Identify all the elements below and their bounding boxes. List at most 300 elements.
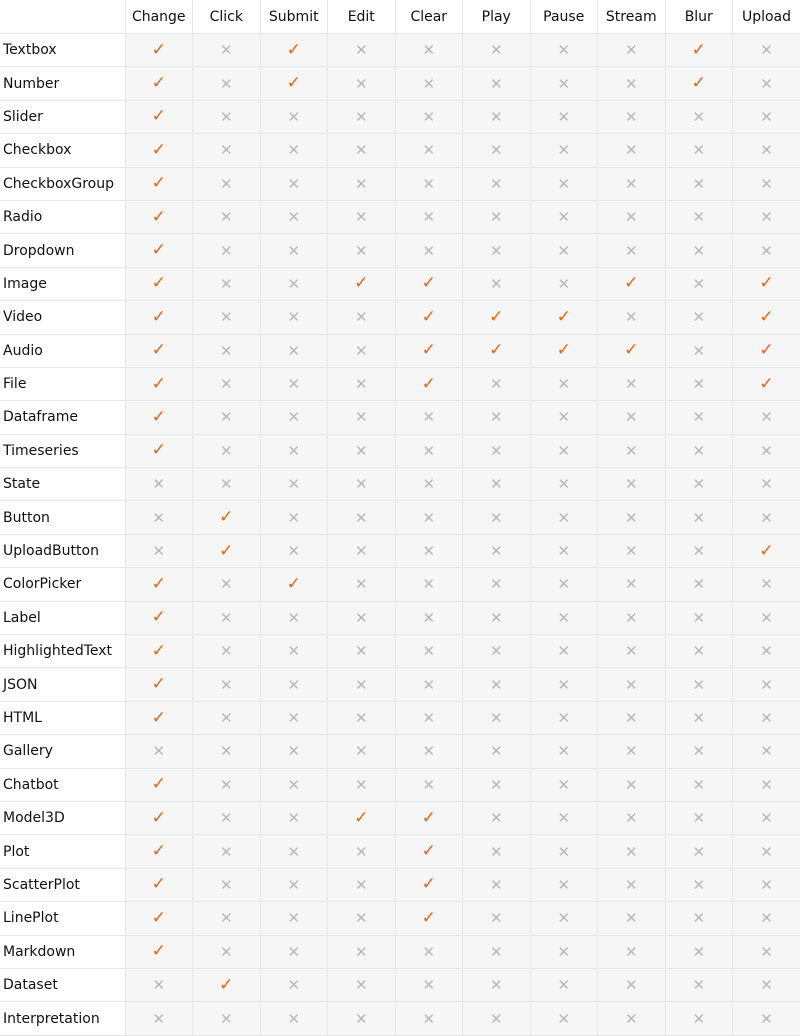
column-header-change: Change	[125, 0, 193, 34]
table-cell	[125, 635, 193, 668]
table-cell	[193, 100, 261, 133]
table-cell	[665, 768, 733, 801]
table-cell	[665, 267, 733, 300]
check-icon: ✓	[219, 540, 234, 561]
cross-icon: ✕	[692, 107, 706, 126]
cross-icon: ✕	[692, 875, 706, 894]
cross-icon: ✕	[287, 341, 301, 360]
row-label-lineplot: LinePlot	[0, 902, 125, 935]
table-cell	[530, 468, 598, 501]
table-row	[0, 468, 800, 501]
column-header-submit: Submit	[260, 0, 328, 34]
table-cell	[125, 200, 193, 233]
table-cell	[463, 534, 531, 567]
table-cell	[395, 367, 463, 400]
check-icon: ✓	[151, 406, 166, 427]
table-cell	[733, 468, 800, 501]
table-cell	[193, 968, 261, 1001]
table-cell	[125, 701, 193, 734]
table-cell	[598, 367, 666, 400]
cross-icon: ✕	[354, 308, 368, 327]
cross-icon: ✕	[760, 141, 773, 160]
table-cell	[328, 935, 396, 968]
cross-icon: ✕	[219, 575, 233, 594]
cross-icon: ✕	[489, 508, 503, 527]
check-icon: ✓	[151, 807, 166, 828]
table-cell	[193, 701, 261, 734]
table-cell	[260, 501, 328, 534]
table-cell	[193, 801, 261, 834]
table-cell	[395, 501, 463, 534]
table-cell	[125, 34, 193, 67]
table-cell	[463, 601, 531, 634]
table-cell	[328, 267, 396, 300]
table-cell	[665, 935, 733, 968]
cross-icon: ✕	[287, 274, 301, 293]
table-cell	[260, 200, 328, 233]
table-cell	[125, 968, 193, 1001]
table-cell	[328, 67, 396, 100]
table-cell	[733, 868, 800, 901]
cross-icon: ✕	[219, 608, 233, 627]
table-cell	[395, 835, 463, 868]
cross-icon: ✕	[354, 241, 368, 260]
table-cell	[125, 868, 193, 901]
cross-icon: ✕	[760, 909, 773, 928]
cross-icon: ✕	[760, 709, 773, 727]
table-cell	[125, 167, 193, 200]
cross-icon: ✕	[557, 1009, 571, 1028]
row-label-timeseries: Timeseries	[0, 434, 125, 467]
table-cell	[328, 167, 396, 200]
table-row	[0, 67, 800, 100]
table-cell	[395, 468, 463, 501]
cross-icon: ✕	[422, 174, 436, 193]
cross-icon: ✕	[287, 842, 301, 861]
table-cell	[125, 234, 193, 267]
column-header-blur: Blur	[665, 0, 733, 34]
table-cell	[665, 568, 733, 601]
check-icon: ✓	[624, 273, 639, 294]
table-cell	[193, 367, 261, 400]
check-icon: ✓	[624, 340, 639, 361]
cross-icon: ✕	[489, 742, 503, 761]
cross-icon: ✕	[692, 241, 706, 260]
check-icon: ✓	[151, 340, 166, 361]
cross-icon: ✕	[692, 542, 706, 561]
cross-icon: ✕	[692, 909, 706, 928]
cross-icon: ✕	[692, 408, 706, 427]
table-cell	[665, 67, 733, 100]
table-cell	[260, 668, 328, 701]
cross-icon: ✕	[624, 842, 638, 861]
table-cell	[260, 835, 328, 868]
table-cell	[733, 534, 800, 567]
table-body	[0, 34, 800, 1036]
table-cell	[193, 635, 261, 668]
row-label-json: JSON	[0, 668, 125, 701]
check-icon: ✓	[151, 607, 166, 628]
cross-icon: ✕	[692, 675, 706, 694]
cross-icon: ✕	[152, 542, 166, 561]
table-cell	[395, 635, 463, 668]
cross-icon: ✕	[354, 508, 368, 527]
table-cell	[260, 902, 328, 935]
table-cell	[530, 968, 598, 1001]
row-label-number: Number	[0, 67, 125, 100]
table-row	[0, 367, 800, 400]
table-row	[0, 34, 800, 67]
cross-icon: ✕	[219, 909, 233, 928]
cross-icon: ✕	[219, 308, 233, 327]
table-cell	[463, 367, 531, 400]
cross-icon: ✕	[287, 174, 301, 193]
table-cell	[328, 868, 396, 901]
cross-icon: ✕	[692, 1009, 706, 1028]
cross-icon: ✕	[287, 742, 301, 761]
table-cell	[395, 134, 463, 167]
table-cell	[260, 968, 328, 1001]
cross-icon: ✕	[489, 375, 503, 394]
table-cell	[665, 468, 733, 501]
row-label-textbox: Textbox	[0, 34, 125, 67]
table-cell	[395, 935, 463, 968]
table-cell	[733, 568, 800, 601]
table-cell	[260, 768, 328, 801]
cross-icon: ✕	[219, 809, 233, 828]
table-cell	[733, 635, 800, 668]
cross-icon: ✕	[692, 976, 706, 995]
table-row	[0, 134, 800, 167]
cross-icon: ✕	[489, 976, 503, 995]
row-label-radio: Radio	[0, 200, 125, 233]
cross-icon: ✕	[354, 208, 368, 227]
cross-icon: ✕	[422, 942, 436, 961]
cross-icon: ✕	[760, 875, 773, 894]
table-cell	[463, 501, 531, 534]
cross-icon: ✕	[287, 942, 301, 961]
cross-icon: ✕	[354, 608, 368, 627]
cross-icon: ✕	[219, 775, 233, 794]
cross-icon: ✕	[624, 107, 638, 126]
table-cell	[125, 568, 193, 601]
table-cell	[328, 200, 396, 233]
table-cell	[260, 301, 328, 334]
check-icon: ✓	[286, 39, 301, 60]
check-icon: ✓	[556, 340, 571, 361]
cross-icon: ✕	[692, 575, 706, 594]
table-cell	[328, 601, 396, 634]
cross-icon: ✕	[760, 642, 773, 661]
cross-icon: ✕	[287, 475, 301, 494]
table-cell	[530, 835, 598, 868]
check-icon: ✓	[151, 640, 166, 661]
cross-icon: ✕	[760, 41, 773, 60]
cross-icon: ✕	[489, 809, 503, 828]
table-cell	[530, 67, 598, 100]
table-row	[0, 601, 800, 634]
table-cell	[665, 835, 733, 868]
cross-icon: ✕	[624, 742, 638, 761]
cross-icon: ✕	[760, 107, 773, 126]
table-cell	[193, 234, 261, 267]
cross-icon: ✕	[557, 608, 571, 627]
check-icon: ✓	[151, 907, 166, 928]
cross-icon: ✕	[354, 107, 368, 126]
table-cell	[395, 34, 463, 67]
cross-icon: ✕	[287, 241, 301, 260]
cross-icon: ✕	[557, 709, 571, 727]
table-cell	[125, 434, 193, 467]
row-label-dropdown: Dropdown	[0, 234, 125, 267]
table-cell	[125, 768, 193, 801]
table-cell	[125, 935, 193, 968]
table-cell	[598, 67, 666, 100]
cross-icon: ✕	[692, 775, 706, 794]
table-cell	[125, 902, 193, 935]
table-cell	[260, 267, 328, 300]
row-label-video: Video	[0, 301, 125, 334]
cross-icon: ✕	[219, 274, 233, 293]
table-cell	[395, 100, 463, 133]
table-cell	[260, 735, 328, 768]
table-cell	[665, 735, 733, 768]
check-icon: ✓	[151, 73, 166, 94]
row-label-markdown: Markdown	[0, 935, 125, 968]
table-cell	[665, 968, 733, 1001]
table-cell	[733, 401, 800, 434]
cross-icon: ✕	[354, 976, 368, 995]
cross-icon: ✕	[354, 408, 368, 427]
table-cell	[395, 67, 463, 100]
table-cell	[260, 935, 328, 968]
row-label-checkboxgroup: CheckboxGroup	[0, 167, 125, 200]
table-cell	[463, 301, 531, 334]
table-cell	[733, 267, 800, 300]
table-cell	[733, 501, 800, 534]
cross-icon: ✕	[219, 742, 233, 761]
cross-icon: ✕	[287, 809, 301, 828]
table-row	[0, 801, 800, 834]
cross-icon: ✕	[287, 542, 301, 561]
cross-icon: ✕	[624, 608, 638, 627]
cross-icon: ✕	[624, 241, 638, 260]
column-header-click: Click	[193, 0, 261, 34]
cross-icon: ✕	[489, 942, 503, 961]
table-cell	[125, 100, 193, 133]
table-cell	[193, 334, 261, 367]
cross-icon: ✕	[692, 274, 706, 293]
cross-icon: ✕	[152, 1009, 166, 1028]
table-cell	[260, 367, 328, 400]
cross-icon: ✕	[760, 942, 773, 961]
cross-icon: ✕	[219, 942, 233, 961]
cross-icon: ✕	[219, 341, 233, 360]
table-cell	[463, 167, 531, 200]
table-cell	[665, 401, 733, 434]
table-cell	[193, 501, 261, 534]
cross-icon: ✕	[489, 174, 503, 193]
cross-icon: ✕	[287, 141, 301, 160]
table-cell	[530, 234, 598, 267]
table-cell	[125, 134, 193, 167]
cross-icon: ✕	[760, 74, 773, 93]
cross-icon: ✕	[489, 208, 503, 227]
table-cell	[598, 200, 666, 233]
table-cell	[395, 968, 463, 1001]
cross-icon: ✕	[219, 241, 233, 260]
cross-icon: ✕	[557, 174, 571, 193]
table-cell	[193, 568, 261, 601]
cross-icon: ✕	[354, 909, 368, 928]
table-cell	[733, 902, 800, 935]
table-cell	[260, 100, 328, 133]
cross-icon: ✕	[422, 208, 436, 227]
cross-icon: ✕	[219, 1009, 233, 1028]
table-cell	[193, 735, 261, 768]
table-cell	[733, 67, 800, 100]
table-cell	[463, 468, 531, 501]
check-icon: ✓	[421, 874, 436, 895]
cross-icon: ✕	[354, 875, 368, 894]
header-row	[0, 0, 800, 34]
column-header-edit: Edit	[328, 0, 396, 34]
cross-icon: ✕	[422, 542, 436, 561]
check-icon: ✓	[354, 273, 369, 294]
row-label-checkbox: Checkbox	[0, 134, 125, 167]
table-cell	[328, 234, 396, 267]
table-cell	[665, 902, 733, 935]
check-icon: ✓	[421, 273, 436, 294]
row-label-model3d: Model3D	[0, 801, 125, 834]
cross-icon: ✕	[692, 809, 706, 828]
cross-icon: ✕	[219, 174, 233, 193]
table-cell	[665, 34, 733, 67]
cross-icon: ✕	[489, 1009, 503, 1028]
cross-icon: ✕	[422, 74, 436, 93]
table-cell	[193, 34, 261, 67]
table-row	[0, 701, 800, 734]
table-row	[0, 568, 800, 601]
cross-icon: ✕	[557, 809, 571, 828]
check-icon: ✓	[151, 106, 166, 127]
cross-icon: ✕	[692, 375, 706, 394]
cross-icon: ✕	[219, 475, 233, 494]
row-label-state: State	[0, 468, 125, 501]
table-cell	[530, 1002, 598, 1035]
cross-icon: ✕	[624, 875, 638, 894]
cross-icon: ✕	[489, 74, 503, 93]
table-cell	[125, 735, 193, 768]
row-label-button: Button	[0, 501, 125, 534]
check-icon: ✓	[421, 340, 436, 361]
table-cell	[665, 301, 733, 334]
table-cell	[665, 234, 733, 267]
cross-icon: ✕	[219, 208, 233, 227]
table-cell	[733, 334, 800, 367]
cross-icon: ✕	[692, 508, 706, 527]
table-cell	[328, 367, 396, 400]
table-cell	[328, 902, 396, 935]
check-icon: ✓	[421, 373, 436, 394]
table-row	[0, 1002, 800, 1035]
table-cell	[530, 635, 598, 668]
table-cell	[598, 534, 666, 567]
table-cell	[395, 267, 463, 300]
cross-icon: ✕	[624, 141, 638, 160]
table-cell	[395, 735, 463, 768]
table-cell	[733, 668, 800, 701]
check-icon: ✓	[151, 573, 166, 594]
table-cell	[530, 902, 598, 935]
table-row	[0, 635, 800, 668]
row-label-colorpicker: ColorPicker	[0, 568, 125, 601]
check-icon: ✓	[286, 73, 301, 94]
check-icon: ✓	[151, 240, 166, 261]
row-label-file: File	[0, 367, 125, 400]
check-icon: ✓	[151, 39, 166, 60]
check-icon: ✓	[151, 206, 166, 227]
table-cell	[665, 367, 733, 400]
check-icon: ✓	[421, 907, 436, 928]
table-cell	[260, 701, 328, 734]
table-row	[0, 334, 800, 367]
table-cell	[530, 601, 598, 634]
table-cell	[193, 768, 261, 801]
cross-icon: ✕	[219, 642, 233, 661]
table-cell	[328, 701, 396, 734]
cross-icon: ✕	[422, 608, 436, 627]
table-cell	[598, 568, 666, 601]
cross-icon: ✕	[354, 1009, 368, 1028]
cross-icon: ✕	[354, 842, 368, 861]
check-icon: ✓	[556, 306, 571, 327]
table-cell	[598, 601, 666, 634]
cross-icon: ✕	[287, 909, 301, 928]
cross-icon: ✕	[489, 141, 503, 160]
table-row	[0, 100, 800, 133]
cross-icon: ✕	[287, 308, 301, 327]
cross-icon: ✕	[219, 375, 233, 394]
check-icon: ✓	[151, 139, 166, 160]
table-cell	[598, 635, 666, 668]
cross-icon: ✕	[219, 675, 233, 694]
cross-icon: ✕	[692, 608, 706, 627]
cross-icon: ✕	[557, 675, 571, 694]
cross-icon: ✕	[219, 74, 233, 93]
row-label-highlightedtext: HighlightedText	[0, 635, 125, 668]
table-cell	[733, 935, 800, 968]
table-row	[0, 534, 800, 567]
row-label-gallery: Gallery	[0, 735, 125, 768]
cross-icon: ✕	[489, 41, 503, 60]
table-cell	[125, 468, 193, 501]
table-cell	[530, 434, 598, 467]
table-cell	[125, 401, 193, 434]
table-cell	[395, 1002, 463, 1035]
table-cell	[733, 835, 800, 868]
cross-icon: ✕	[692, 208, 706, 227]
table-cell	[328, 501, 396, 534]
cross-icon: ✕	[692, 642, 706, 661]
table-row	[0, 401, 800, 434]
check-icon: ✓	[219, 974, 234, 995]
check-icon: ✓	[151, 874, 166, 895]
cross-icon: ✕	[692, 141, 706, 160]
cross-icon: ✕	[557, 976, 571, 995]
table-cell	[328, 301, 396, 334]
cross-icon: ✕	[624, 308, 638, 327]
